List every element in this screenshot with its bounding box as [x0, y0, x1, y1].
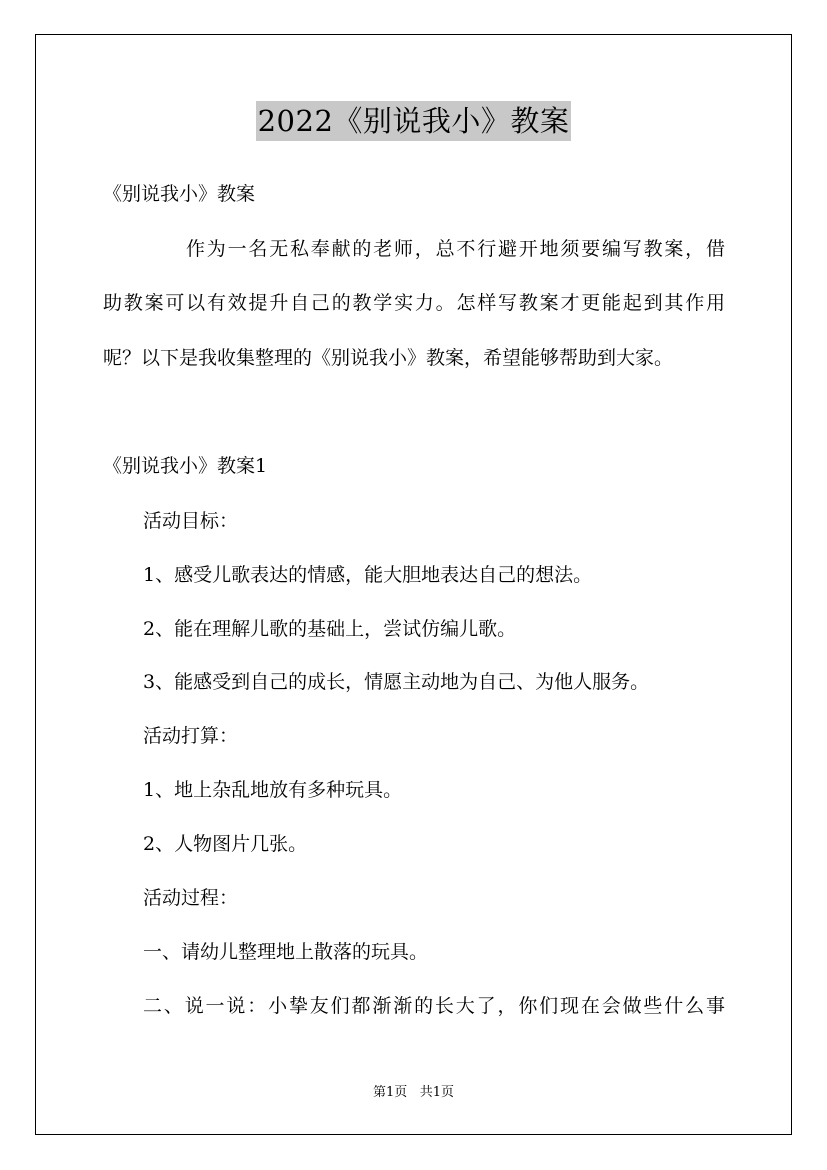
goals-heading: 活动目标： — [143, 510, 239, 532]
process-item-2: 二、说一说：小挚友们都渐渐的长大了，你们现在会做些什么事 — [143, 995, 725, 1017]
footer-total-pages: 共1页 — [419, 1085, 454, 1100]
title-container — [0, 101, 827, 141]
goal-item-2: 2、能在理解儿歌的基础上，尝试仿编儿歌。 — [143, 618, 517, 640]
document-title: 2022《别说我小》教案 — [256, 101, 572, 141]
section-heading: 《别说我小》教案1 — [103, 455, 268, 477]
intro-line-1: 作为一名无私奉献的老师，总不行避开地须要编写教案，借 — [186, 238, 725, 260]
prep-item-2: 2、人物图片几张。 — [143, 833, 308, 855]
process-heading: 活动过程： — [143, 887, 239, 909]
goal-item-3: 3、能感受到自己的成长，情愿主动地为自己、为他人服务。 — [143, 671, 650, 693]
process-item-1: 一、请幼儿整理地上散落的玩具。 — [143, 941, 429, 963]
prep-heading: 活动打算： — [143, 725, 239, 747]
intro-line-3: 呢？以下是我收集整理的《别说我小》教案，希望能够帮助到大家。 — [103, 347, 674, 369]
intro-line-2: 助教案可以有效提升自己的教学实力。怎样写教案才更能起到其作用 — [103, 292, 725, 314]
goal-item-1: 1、感受儿歌表达的情感，能大胆地表达自己的想法。 — [143, 564, 593, 586]
page-footer — [0, 1084, 827, 1102]
footer-page-number: 第1页 — [373, 1085, 408, 1100]
prep-item-1: 1、地上杂乱地放有多种玩具。 — [143, 779, 403, 801]
document-subtitle: 《别说我小》教案 — [103, 183, 256, 205]
